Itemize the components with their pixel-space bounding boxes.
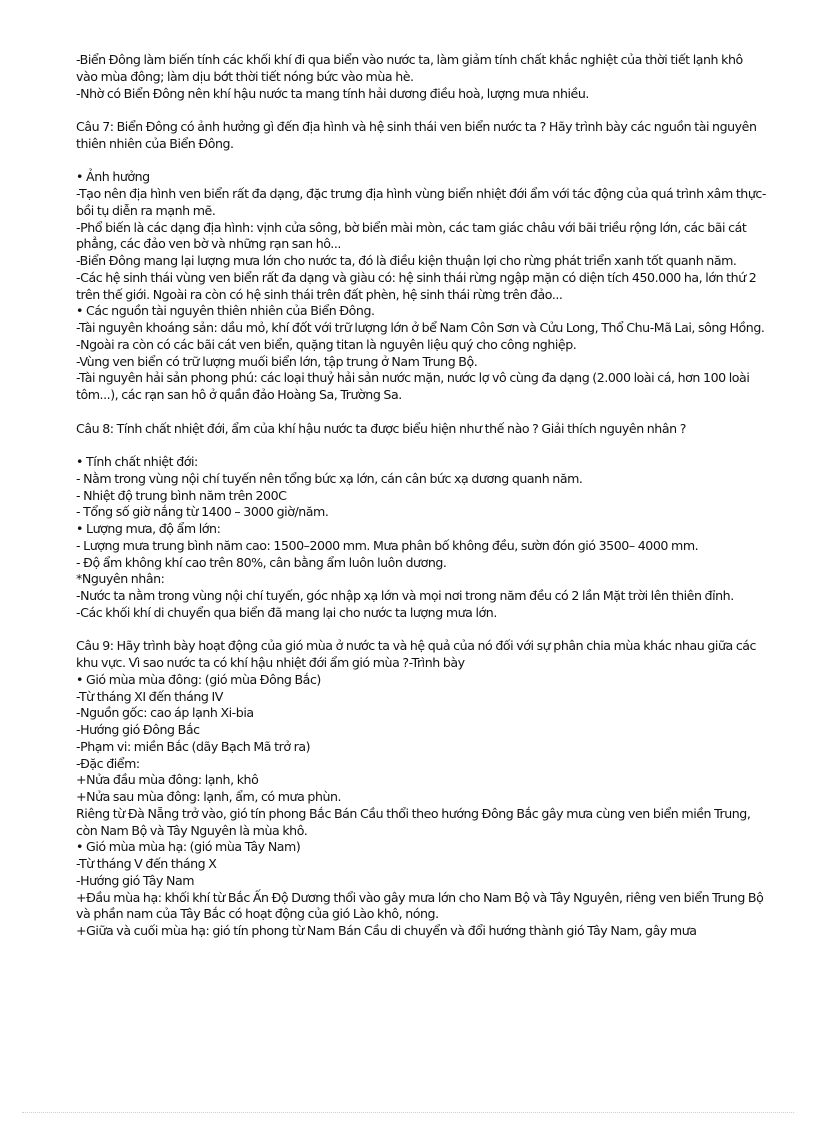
text-line: - Nằm trong vùng nội chí tuyến nên tổng bức xạ lớn, cán cân bức xạ dương quanh năm.	[76, 470, 583, 486]
text-line: -Biển Đông mang lại lượng mưa lớn cho nước ta, đó là điều kiện thuận lợi cho rừng phát triển xanh tốt quanh năm.	[76, 253, 737, 268]
text-line: +Nửa đầu mùa đông: lạnh, khô	[76, 772, 259, 788]
paragraph-gap	[76, 437, 766, 454]
text-line: -Các hệ sinh thái vùng ven biển rất đa dạng và giàu có: hệ sinh thái rừng ngập mặn có diện tích 450.000 ha, lớn thứ 2 trên thế giới. Ngoài ra còn có hệ sinh thái trên đất phèn, hệ sinh thái rừng trên đảo...	[76, 269, 757, 302]
text-line: -Nhờ có Biển Đông nên khí hậu nước ta mang tính hải dương điều hoà, lượng mưa nhiều.	[76, 85, 589, 101]
text-line: -Biển Đông làm biến tính các khối khí đi qua biển vào nước ta, làm giảm tính chất khắc nghiệt của thời tiết lạnh khô vào mùa đông; làm dịu bớt thời tiết nóng bức vào mùa hè.	[76, 52, 743, 84]
text-line: -Phạm vi: miền Bắc (dãy Bạch Mã trở ra)	[76, 738, 311, 754]
text-line: -Nguồn gốc: cao áp lạnh Xi-bia	[76, 705, 254, 721]
text-line: Câu 9: Hãy trình bày hoạt động của gió mùa ở nước ta và hệ quả của nó đối với sự phân chia mùa khác nhau giữa các khu vực. Vì sao nước ta có khí hậu nhiệt đới ẩm gió mùa ?-Trình bày	[76, 638, 757, 670]
text-line: -Hướng gió Đông Bắc	[76, 722, 200, 737]
text-line: -Ngoài ra còn có các bãi cát ven biển, quặng titan là nguyên liệu quý cho công nghiệp.	[76, 336, 577, 352]
text-line: - Độ ẩm không khí cao trên 80%, cân bằng ẩm luôn luôn dương.	[76, 554, 447, 570]
text-line: -Tài nguyên hải sản phong phú: các loại thuỷ hải sản nước mặn, nước lợ vô cùng đa dạng (2.000 loài cá, hơn 100 loài tôm...), các rạn san hô ở quần đảo Hoàng Sa, Trường Sa.	[76, 370, 750, 402]
text-line: • Gió mùa mùa hạ: (gió mùa Tây Nam)	[76, 839, 301, 855]
paragraph-gap	[76, 404, 766, 421]
text-line: *Nguyên nhân:	[76, 571, 165, 587]
text-line: -Tạo nên địa hình ven biển rất đa dạng, đặc trưng địa hình vùng biển nhiệt đới ẩm với tác động của quá trình xâm thực-bồi tụ diễn ra mạnh mẽ.	[76, 186, 766, 218]
page-bottom-divider	[22, 1112, 794, 1113]
text-line: • Tính chất nhiệt đới:	[76, 454, 198, 469]
text-line: • Các nguồn tài nguyên thiên nhiên của Biển Đông.	[76, 303, 375, 319]
text-line: -Từ tháng V đến tháng X	[76, 856, 217, 871]
text-line: -Vùng ven biển có trữ lượng muối biển lớn, tập trung ở Nam Trung Bộ.	[76, 353, 478, 369]
text-line: • Gió mùa mùa đông: (gió mùa Đông Bắc)	[76, 671, 321, 687]
text-line: -Nước ta nằm trong vùng nội chí tuyến, góc nhập xạ lớn và mọi nơi trong năm đều có 2 lần Mặt trời lên thiên đỉnh.	[76, 588, 734, 603]
text-line: -Tài nguyên khoáng sản: dầu mỏ, khí đốt với trữ lượng lớn ở bể Nam Côn Sơn và Cửu Long, Thổ Chu-Mã Lai, sông Hồng.	[76, 320, 765, 335]
text-line: - Nhiệt độ trung bình năm trên 200C	[76, 487, 287, 503]
text-line: -Từ tháng XI đến tháng IV	[76, 688, 223, 704]
text-line: -Các khối khí di chuyển qua biển đã mang lại cho nước ta lượng mưa lớn.	[76, 604, 497, 620]
text-line: +Giữa và cuối mùa hạ: gió tín phong từ Nam Bán Cầu di chuyển và đổi hướng thành gió Tây Nam, gây mưa	[76, 923, 697, 938]
text-line: • Ảnh hưởng	[76, 169, 150, 185]
text-line: • Lượng mưa, độ ẩm lớn:	[76, 521, 221, 536]
text-line: Riêng từ Đà Nẵng trở vào, gió tín phong Bắc Bán Cầu thổi theo hướng Đông Bắc gây mưa cùng ven biển miền Trung, còn Nam Bộ và Tây Nguyên là mùa khô.	[76, 805, 751, 838]
paragraph-gap	[76, 153, 766, 170]
text-line: +Nửa sau mùa đông: lạnh, ẩm, có mưa phùn.	[76, 789, 342, 804]
paragraph-gap	[76, 102, 766, 119]
document-body	[76, 52, 766, 940]
text-line: - Tổng số giờ nắng từ 1400 – 3000 giờ/năm.	[76, 504, 329, 520]
text-line: Câu 8: Tính chất nhiệt đới, ẩm của khí hậu nước ta được biểu hiện như thế nào ? Giải thích nguyên nhân ?	[76, 420, 686, 436]
text-line: -Đặc điểm:	[76, 755, 140, 771]
text-line: - Lượng mưa trung bình năm cao: 1500–2000 mm. Mưa phân bố không đều, sườn đón gió 3500– 4000 mm.	[76, 537, 699, 553]
text-line: -Hướng gió Tây Nam	[76, 872, 195, 888]
paragraph-gap	[76, 622, 766, 639]
text-line: +Đầu mùa hạ: khối khí từ Bắc Ấn Độ Dương thổi vào gây mưa lớn cho Nam Bộ và Tây Nguyên, riêng ven biển Trung Bộ và phần nam của Tây Bắc có hoạt động của gió Lào khô, nóng.	[76, 889, 764, 922]
text-line: -Phổ biến là các dạng địa hình: vịnh cửa sông, bờ biển mài mòn, các tam giác châu với bãi triều rộng lớn, các bãi cát phẳng, các đảo ven bờ và những rạn san hô...	[76, 219, 747, 252]
text-line: Câu 7: Biển Đông có ảnh hưởng gì đến địa hình và hệ sinh thái ven biển nước ta ? Hãy trình bày các nguồn tài nguyên thiên nhiên của Biển Đông.	[76, 119, 757, 151]
